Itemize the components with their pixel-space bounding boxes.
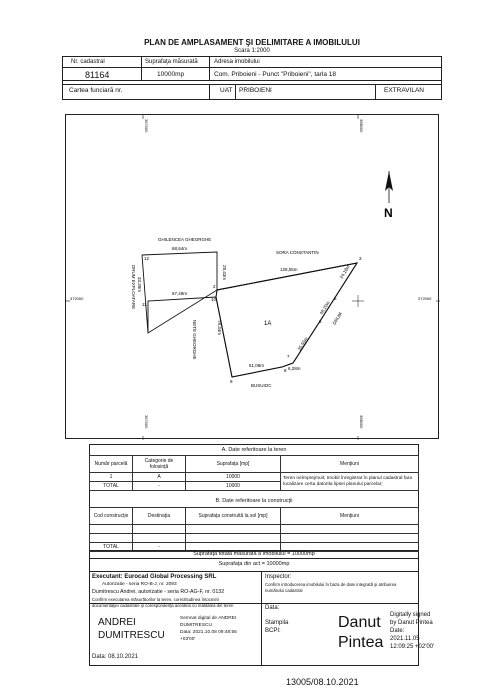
uat-value: PRIBOIENI (239, 87, 272, 94)
section-b-table (89, 507, 419, 552)
inspector-signature-last: Pintea (338, 634, 384, 651)
inspector-date-label: Data: (265, 605, 280, 611)
total-area-cell: 10000 (186, 482, 281, 491)
point-label-6: 6 (319, 319, 322, 324)
neighbor-nete: NETE GHEORGHE (192, 320, 197, 360)
col-construction-code: Cod construcţie (90, 508, 133, 525)
table-row (90, 525, 419, 534)
inspector-confirm-2: numărului cadastral (265, 588, 303, 593)
distance-7-8: 6,28m (288, 366, 301, 371)
distance-10-11: 67,49m (172, 291, 188, 296)
registration-number: 13005/08.10.2021 (286, 677, 359, 687)
cadastral-plan-document (62, 34, 442, 687)
distance-12-13: 68,64m (172, 246, 188, 251)
executant-date: Data: 08.10.2021 (92, 654, 139, 660)
neighbor-busuioc: BUSUIOC (251, 383, 272, 388)
coord-top-left: 367000 (144, 119, 149, 133)
inspector-title: Inspector: (265, 574, 292, 580)
distance-8-9: 51,08m (249, 363, 265, 368)
site-map (65, 114, 439, 439)
inspector-digital-3: Date: (390, 628, 405, 634)
header-table (62, 56, 442, 100)
executant-signer-first: ANDREI (98, 617, 136, 628)
col-built-area: Suprafaţa construită la sol [mp] (186, 508, 281, 525)
table-row (90, 473, 419, 482)
cadastral-number-label: Nr. cadastral (71, 59, 105, 65)
inspector-confirm-1: Confirm introducerea imobilului în baza de date integrată şi atribuirea (265, 582, 397, 587)
digital-signature-line-3: Data: 2021.10.08 09:48:55 (180, 630, 237, 635)
section-a-table (89, 455, 419, 491)
executant-signer-last: DUMITRESCU (98, 630, 165, 641)
signatures-divider (261, 571, 262, 666)
total-label-b: TOTAL (90, 543, 133, 552)
distance-3-4: 24,18m (338, 264, 351, 280)
neighbor-drum: DRUM (331, 311, 344, 326)
inspector-digital-5: 12:09:25 +02'00' (390, 644, 435, 650)
address-value: Com. Priboieni - Punct "Priboieni", tarla 18 (214, 71, 337, 78)
cadastral-number-value: 81164 (85, 70, 110, 80)
area-cell: 10000 (186, 473, 281, 482)
uat-label: UAT (220, 87, 233, 94)
inspector-signature-first: Danut (338, 614, 381, 631)
distance-9-10: 78,34m (217, 320, 222, 336)
total-measured-area: Suprafaţa totală măsurată a imobilului = 10000mp (193, 551, 315, 557)
measured-area-label: Suprafaţa măsurată (145, 59, 198, 65)
col-area: Suprafaţa [mp] (186, 456, 281, 473)
coord-bottom-left: 367000 (144, 415, 149, 429)
mentions-cell: Teren neîmprejmuit; Imobil înregistrat în planul cadastral fara localizare certa datorita lipsei planului parcelar; (281, 473, 419, 491)
neighbor-boundary-ghilencea (142, 252, 217, 290)
inspector-digital-4: 2021.11.05 (390, 636, 420, 642)
point-label-5: 5 (334, 296, 337, 301)
coord-bottom-right: 368000 (359, 415, 364, 429)
address-label: Adresa imobilului (214, 59, 260, 65)
coord-right: 372000 (418, 296, 432, 301)
executant-confirm-2: documentaţiei cadastrale şi corespondenţa acesteia cu realitatea din teren (92, 603, 234, 608)
zone-value: EXTRAVILAN (384, 87, 424, 94)
distance-4-6: 48,20m (318, 300, 331, 316)
point-label-8: 8 (284, 368, 287, 373)
digital-signature-line-1: Semnat digital de ANDREI (180, 616, 237, 621)
col-destination: Destinaţia (133, 508, 186, 525)
neighbor-boundary-drum (142, 255, 148, 333)
stamp-org-label: BCPI: (265, 628, 281, 634)
col-parcel-number: Număr parcelă (90, 456, 133, 473)
col-mentions-b: Menţiuni (281, 508, 419, 525)
parcel-outline (148, 263, 357, 377)
digital-signature-line-2: DUMITRESCU (180, 623, 212, 628)
point-label-12: 12 (144, 256, 150, 261)
inspector-digital-1: Digitally signed (390, 612, 431, 618)
coord-top-right: 368000 (359, 119, 364, 133)
stamp-label: Stampila (265, 620, 289, 626)
measured-area-value: 10000mp (157, 71, 185, 78)
section-b-title: B. Date referitoare la construcţii (215, 498, 293, 504)
executant-title: Executant: Eurocad Global Processing SRL (92, 574, 217, 580)
total-dash: - (133, 482, 186, 491)
total-label: TOTAL (90, 482, 133, 491)
total-act-area: Suprafaţa din act = 10000mp (218, 561, 290, 567)
section-a-title: A. Date referitoare la teren (221, 447, 287, 453)
site-map-drawing (66, 115, 440, 440)
north-label: N (384, 206, 393, 220)
parcel-number-cell: 1 (90, 473, 133, 482)
distance-6-7: 35,55m (296, 336, 309, 352)
executant-confirm-1: Confirm executarea măsurătorilor la teren, corectitudinea întocmirii (92, 597, 219, 602)
neighbor-sora: SORA CONSTANTIN (276, 250, 319, 255)
executant-authorization: Autorizatie - seria RO-B-J, nr. 2093 (102, 582, 177, 587)
point-label-3: 3 (359, 256, 362, 261)
digital-signature-line-4: +03'00' (180, 637, 196, 642)
distance-13-2: 28,43m (222, 265, 227, 281)
point-label-11: 11 (142, 302, 147, 307)
land-book-label: Cartea funciară nr. (69, 87, 123, 94)
neighbor-drum-exploatare: DRUM EXPLOATARE (131, 265, 136, 310)
point-label-7: 7 (287, 354, 290, 359)
point-label-2: 2 (213, 284, 216, 289)
col-mentions: Menţiuni (281, 456, 419, 473)
parcel-label: 1A (264, 321, 272, 327)
point-label-9: 9 (230, 379, 233, 384)
distance-2-3: 128,55m (280, 267, 298, 272)
coord-left: 372000 (70, 296, 84, 301)
point-label-10: 10 (211, 297, 217, 302)
table-row (90, 534, 419, 543)
document-title: PLAN DE AMPLASAMENT ŞI DELIMITARE A IMOBILULUI (144, 38, 360, 47)
neighbor-ghilencea: GHILENCEA GHEORGHE (158, 237, 212, 242)
inspector-digital-2: by Danut Pintea (390, 620, 433, 626)
distance-11-12: 33,39m (137, 277, 142, 293)
col-land-use: Categorie de folosinţă (133, 456, 186, 473)
total-dash-b: - (133, 543, 186, 552)
land-use-cell: A (133, 473, 186, 482)
scale-label: Scara 1:2000 (234, 48, 270, 54)
executant-person: Dumitrescu Andrei, autorizatie - seria RO-AG-F, nr. 0132 (92, 589, 225, 595)
